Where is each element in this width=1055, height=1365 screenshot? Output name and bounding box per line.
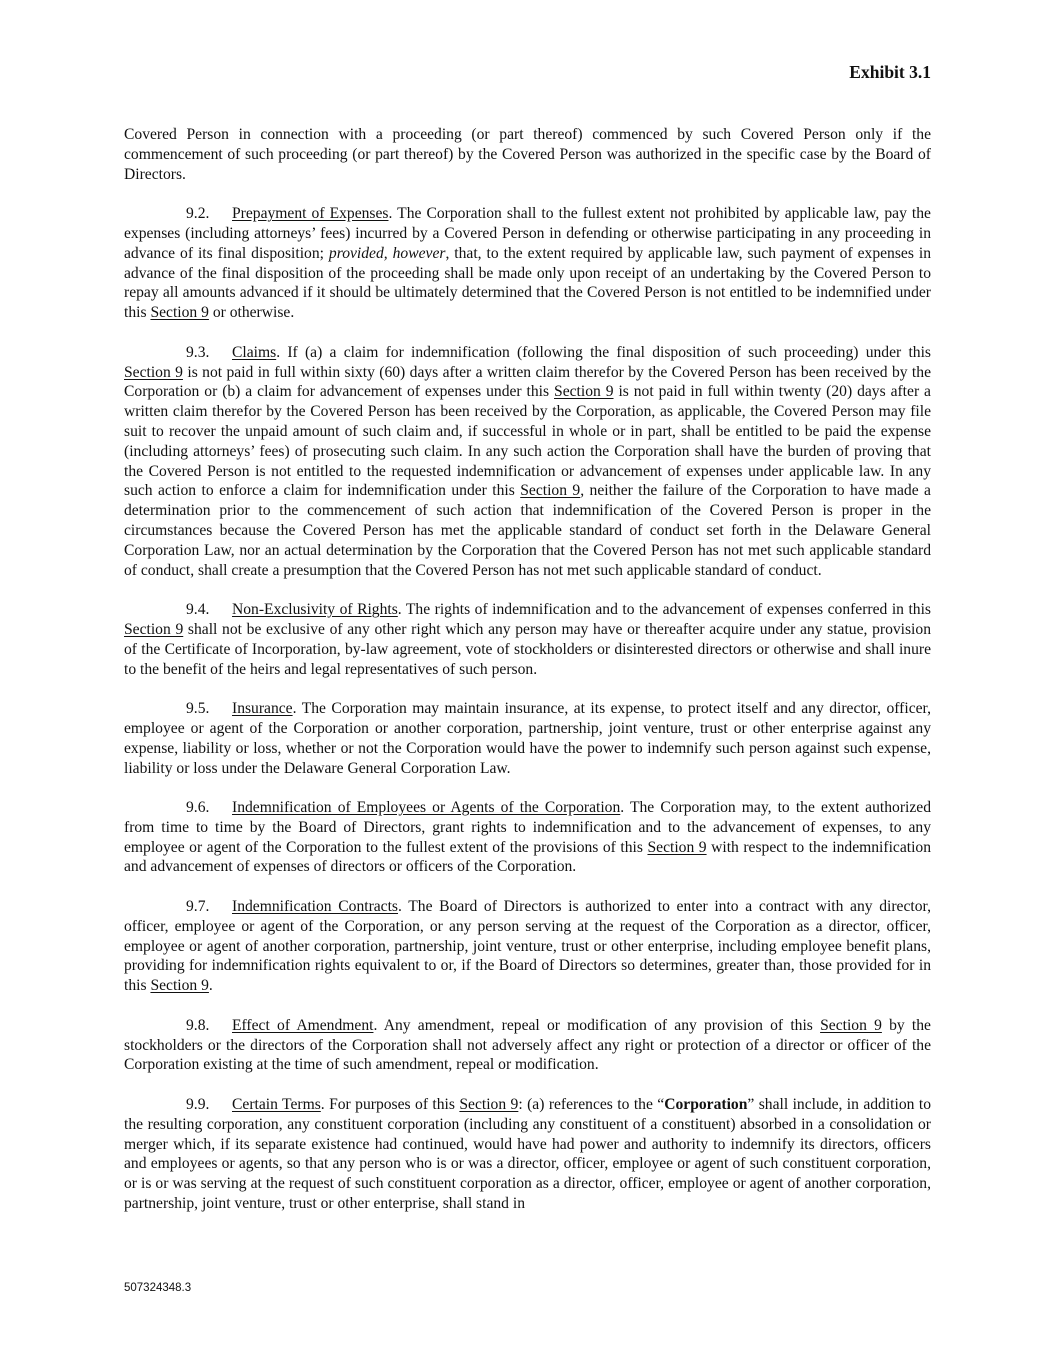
- bold-term: Corporation: [664, 1096, 748, 1114]
- text-run: , neither the failure of the Corporation to have made a determination prior to the commencement of such action that indemnification of the Covered Person is proper in the circumstances because the Covered Person has met the applicable standard of conduct set forth in the Delaware General Corporation Law, nor an actual determination by the Corporation that the Covered Person has not met such applicable standard of conduct, shall create a presumption that the Covered Person has not met such applicable standard of conduct.: [124, 482, 931, 579]
- section-number: 9.6.: [186, 799, 210, 817]
- section-9-4: [124, 600, 931, 679]
- section-number: 9.9.: [186, 1096, 210, 1114]
- section-number: 9.4.: [186, 601, 210, 619]
- section-heading: Effect of Amendment: [232, 1016, 374, 1034]
- section-9-7: [124, 897, 931, 996]
- section-9-8: [124, 1016, 931, 1075]
- section-9-9: [124, 1095, 931, 1214]
- section-heading: Certain Terms: [232, 1096, 321, 1114]
- section-number: 9.3.: [186, 343, 210, 361]
- text-run: . The rights of indemnification and to the advancement of expenses conferred in this: [397, 601, 931, 619]
- underlined-reference: Section 9: [554, 383, 614, 401]
- underlined-reference: Section 9: [150, 977, 209, 995]
- italic-text: provided, however: [328, 244, 446, 262]
- section-heading: Non-Exclusivity of Rights: [232, 601, 398, 619]
- text-run: . The Corporation may maintain insurance, at its expense, to protect itself and any director, officer, employee or agent of the Corporation or another corporation, partnership, joint venture, trust or other enterprise against any expense, liability or loss, whether or not the Corporation would have the power to indemnify such person against such expense, liability or loss under the Delaware General Corporation Law.: [124, 700, 931, 777]
- continued-paragraph: [124, 125, 931, 184]
- underlined-reference: Section 9: [150, 304, 209, 322]
- section-9-3: [124, 343, 931, 581]
- text-run: shall not be exclusive of any other right which any person may have or thereafter acquire under any statue, provision of the Certificate of Incorporation, by-law agreement, vote of stockholders or disinterested directors or otherwise and shall inure to the benefit of the heirs and legal representatives of such person.: [124, 620, 931, 678]
- text-run: . Any amendment, repeal or modification of any provision of this: [373, 1016, 821, 1034]
- text-run: . The Corporation shall to the fullest extent not prohibited by applicable law, pay the expenses (including attorneys’ fees) incurred by a Covered Person in defending or otherwise participating in any proceeding in advance of its final disposition;: [124, 205, 931, 262]
- section-9-6: [124, 798, 931, 877]
- section-number: 9.8.: [186, 1016, 210, 1034]
- text-run: . If (a) a claim for indemnification (following the final disposition of such proceeding) under this: [276, 343, 931, 361]
- underlined-reference: Section 9: [647, 838, 707, 856]
- text-run: by the stockholders or the directors of the Corporation shall not adversely affect any right or protection of a director or officer of the Corporation existing at the time of such amendment, repeal or modification.: [124, 1016, 931, 1074]
- underlined-reference: Section 9: [459, 1096, 519, 1114]
- section-number: 9.5.: [186, 700, 210, 718]
- section-heading: Claims: [232, 343, 277, 361]
- underlined-reference: Section 9: [520, 482, 581, 500]
- underlined-reference: Section 9: [124, 363, 183, 381]
- section-heading: Indemnification Contracts: [232, 898, 399, 916]
- underlined-reference: Section 9: [820, 1016, 882, 1034]
- text-run: : (a) references to the “: [518, 1096, 665, 1114]
- section-9-5: [124, 699, 931, 778]
- section-heading: Indemnification of Employees or Agents of the Corporation: [232, 799, 621, 817]
- text-run: . For purposes of this: [320, 1096, 460, 1114]
- exhibit-label: Exhibit 3.1: [849, 62, 931, 82]
- text-run: ” shall include, in addition to the resulting corporation, any constituent corporation (including any constituent of a constituent) absorbed in a consolidation or merger which, if its separate existence had continued, would have had power and authority to indemnify its directors, officers and employees or agents, so that any person who is or was a director, officer, employee or agent of such constituent corporation, or is or was serving at the request of such constituent corporation as a director, officer, employee or agent of another corporation, partnership, joint venture, trust or other enterprise, shall stand in: [124, 1096, 931, 1213]
- document-id: 507324348.3: [124, 1282, 192, 1294]
- text-run: , that, to the extent required by applicable law, such payment of expenses in advance of the final disposition of the proceeding shall be made only upon receipt of an undertaking by the Covered Person to repay all amounts advanced if it should be ultimately determined that the Covered Person is not entitled to be indemnified under this: [124, 244, 931, 322]
- text-run: or otherwise.: [208, 304, 295, 322]
- section-heading: Insurance: [232, 700, 293, 718]
- underlined-reference: Section 9: [124, 620, 184, 638]
- section-number: 9.2.: [186, 205, 210, 223]
- section-heading: Prepayment of Expenses: [232, 205, 389, 223]
- section-number: 9.7.: [186, 898, 210, 916]
- document-body: [124, 125, 931, 1234]
- text-run: with respect to the indemnification and advancement of expenses of directors or officers of the Corporation.: [124, 838, 931, 876]
- text-run: is not paid in full within sixty (60) days after a written claim therefor by the Covered Person has been received by the Corporation or (b) a claim for advancement of expenses under this: [124, 363, 931, 401]
- text-run: . The Board of Directors is authorized to enter into a contract with any director, officer, employee or agent of the Corporation, or any person serving at the request of the Corporation as a director, officer, employee or agent of another corporation, partnership, joint venture, trust or other enterprise, including employee benefit plans, providing for indemnification rights equivalent to or, if the Board of Directors so determines, greater than, those provided for in this: [124, 898, 931, 995]
- text-run: Covered Person in connection with a proceeding (or part thereof) commenced by such Covered Person only if the commencement of such proceeding (or part thereof) by the Covered Person was authorized in the specific case by the Board of Directors.: [124, 126, 931, 183]
- section-9-2: [124, 204, 931, 323]
- text-run: is not paid in full within twenty (20) days after a written claim therefor by the Covered Person has been received by the Corporation, as applicable, the Covered Person may file suit to recover the unpaid amount of such claim and, if successful in whole or in part, shall be entitled to be paid the expense (including attorneys’ fees) of prosecuting such claim. In any such action the Corporation shall have the burden of proving that the Covered Person is not entitled to the requested indemnification or advancement of expenses under applicable law. In any such action to enforce a claim for indemnification under this: [124, 383, 931, 500]
- text-run: .: [208, 977, 213, 995]
- text-run: . The Corporation may, to the extent authorized from time to time by the Board of Directors, grant rights to indemnification and to the advancement of expenses, to any employee or agent of the Corporation to the fullest extent of the provisions of this: [124, 799, 931, 856]
